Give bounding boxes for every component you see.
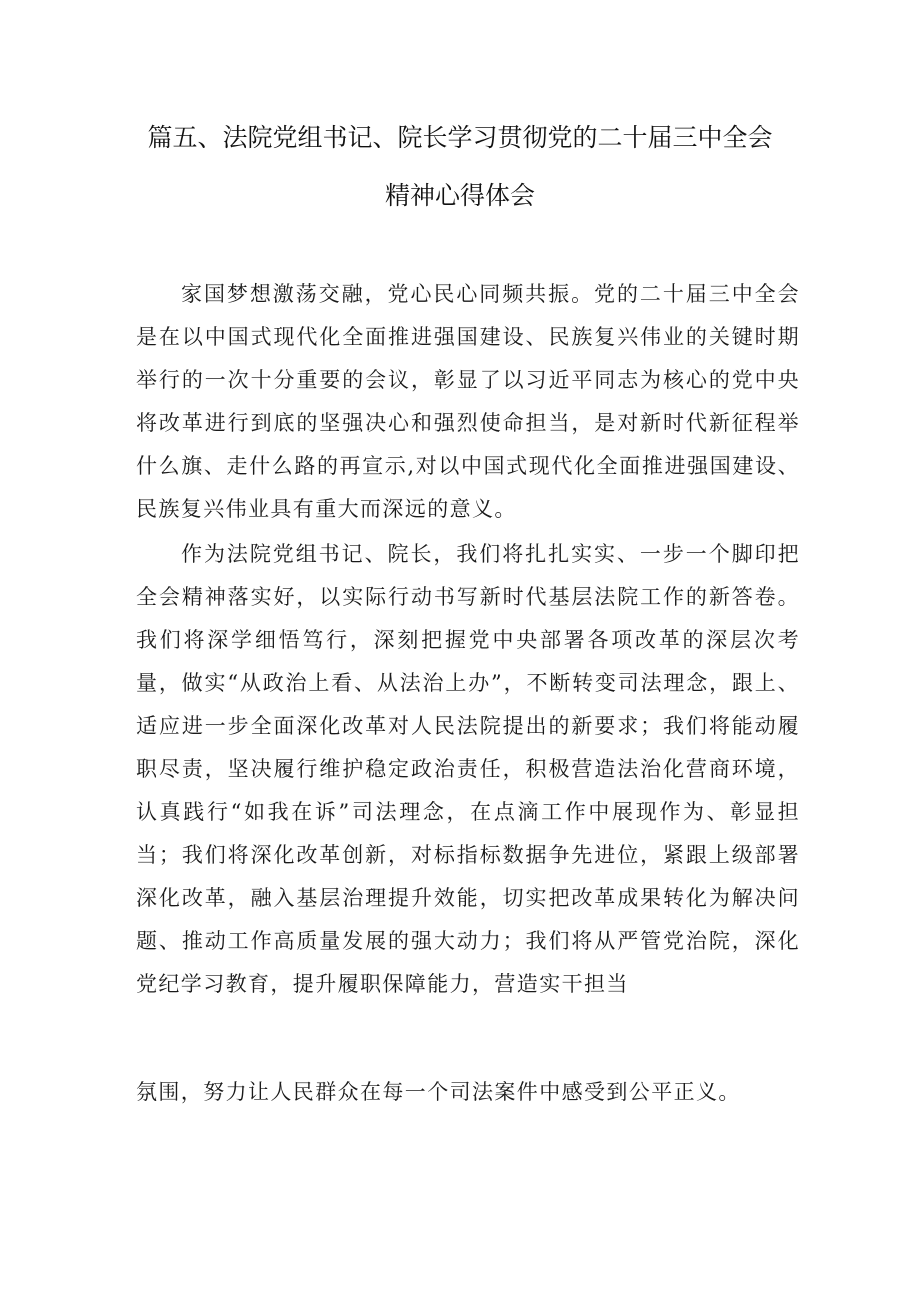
document-title-line-1: 篇五、法院党组书记、院长学习贯彻党的二十届三中全会 [147,123,773,152]
paragraph-1: 家国梦想激荡交融，党心民心同频共振。党的二十届三中全会是在以中国式现代化全面推进强国建设、民族复兴伟业的关键时期举行的一次十分重要的会议，彰显了以习近平同志为核心的党中央将改革进行到底的坚强决心和强烈使命担当，是对新时代新征程举什么旗、走什么路的再宣示,对以中国式现代化全面推进强国建设、民族复兴伟业具有重大而深远的意义。 [136,282,800,521]
document-title-line-2: 精神心得体会 [384,181,535,210]
paragraph-3: 氛围，努力让人民群众在每一个司法案件中感受到公平正义。 [136,1080,741,1104]
paragraph-2: 作为法院党组书记、院长，我们将扎扎实实、一步一个脚印把全会精神落实好，以实际行动书写新时代基层法院工作的新答卷。我们将深学细悟笃行，深刻把握党中央部署各项改革的深层次考量，做实“从政治上看、从法治上办”，不断转变司法理念，跟上、适应进一步全面深化改革对人民法院提出的新要求；我们将能动履职尽责，坚决履行维护稳定政治责任，积极营造法治化营商环境，认真践行“如我在诉”司法理念，在点滴工作中展现作为、彰显担当；我们将深化改革创新，对标指标数据争先进位，紧跟上级部署深化改革，融入基层治理提升效能，切实把改革成果转化为解决问题、推动工作高质量发展的强大动力；我们将从严管党治院，深化党纪学习教育，提升履职保障能力，营造实干担当 [136,542,800,996]
paragraph-2-container [136,533,800,1006]
paragraph-1-container [136,273,800,531]
